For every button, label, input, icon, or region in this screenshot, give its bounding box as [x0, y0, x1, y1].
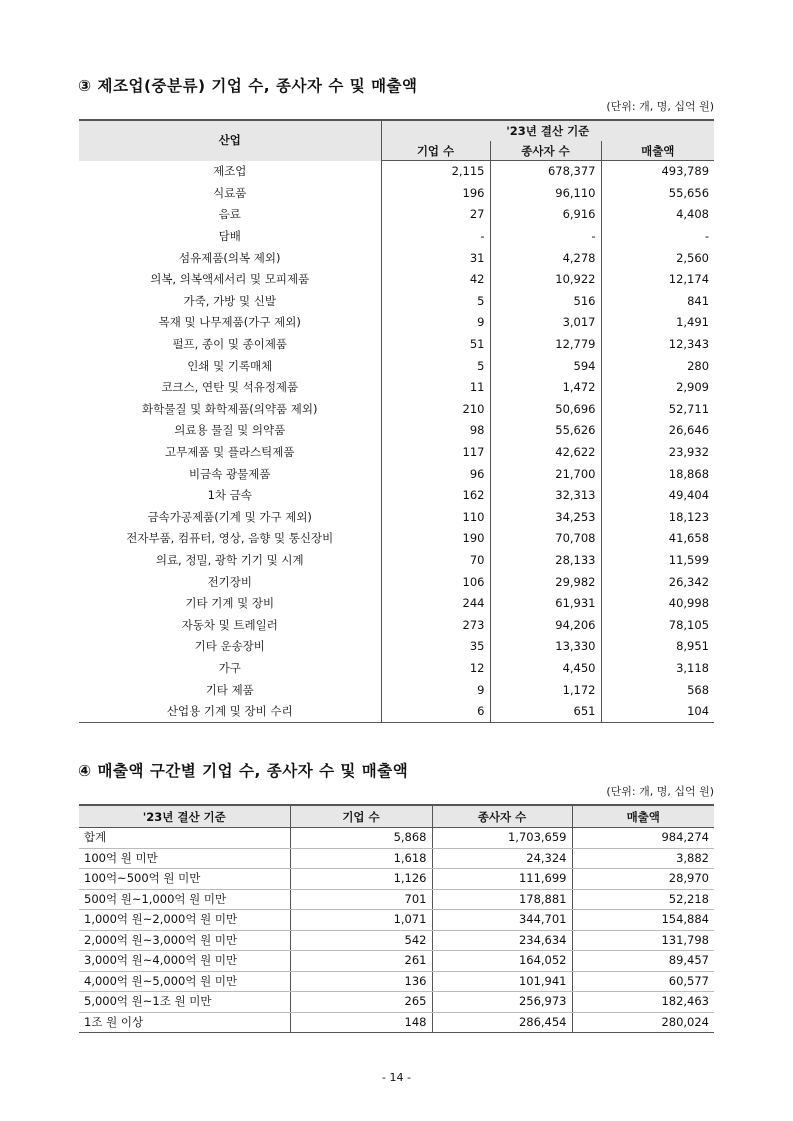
cell-firms: 190: [381, 528, 490, 550]
cell-firms: 701: [290, 889, 432, 910]
cell-workers: 256,973: [432, 992, 572, 1013]
table-row: [79, 204, 714, 226]
cell-sales: 26,646: [601, 420, 714, 442]
cell-sales: 41,658: [601, 528, 714, 550]
table-row: [79, 226, 714, 248]
table-row: [79, 247, 714, 269]
cell-firms: 542: [290, 930, 432, 951]
cell-workers: 96,110: [490, 183, 601, 205]
header-firms: 기업 수: [290, 805, 432, 828]
table-row: [79, 334, 714, 356]
cell-workers: 651: [490, 701, 601, 723]
cell-workers: 94,206: [490, 614, 601, 636]
cell-workers: 1,172: [490, 679, 601, 701]
cell-firms: 31: [381, 247, 490, 269]
cell-sales: 841: [601, 291, 714, 313]
cell-sales: 4,408: [601, 204, 714, 226]
table-row: [79, 679, 714, 701]
header-sales: 매출액: [601, 141, 714, 161]
sales-range-table: [79, 804, 714, 1033]
cell-firms: 110: [381, 507, 490, 529]
cell-workers: 101,941: [432, 971, 572, 992]
row-label: 비금속 광물제품: [189, 466, 271, 481]
table-row: [79, 507, 714, 529]
row-label: 인쇄 및 기록매체: [187, 358, 273, 373]
cell-sales: 280: [601, 355, 714, 377]
cell-sales: 78,105: [601, 614, 714, 636]
cell-workers: 42,622: [490, 442, 601, 464]
table-row: [79, 550, 714, 572]
page-number: - 14 -: [382, 1071, 411, 1084]
cell-workers: 50,696: [490, 399, 601, 421]
row-label: 전자부품, 컴퓨터, 영상, 음향 및 통신장비: [126, 531, 334, 546]
table-row: [79, 910, 714, 931]
cell-firms: 1,126: [290, 869, 432, 890]
section4-title: ④ 매출액 구간별 기업 수, 종사자 수 및 매출액: [78, 762, 409, 780]
cell-firms: 5: [381, 291, 490, 313]
cell-sales: 154,884: [572, 910, 714, 931]
cell-workers: 1,472: [490, 377, 601, 399]
table-row: [79, 312, 714, 334]
table-row: [79, 701, 714, 723]
cell-sales: 26,342: [601, 571, 714, 593]
cell-firms: 70: [381, 550, 490, 572]
cell-workers: 344,701: [432, 910, 572, 931]
table-row: [79, 355, 714, 377]
cell-sales: 12,343: [601, 334, 714, 356]
cell-workers: 28,133: [490, 550, 601, 572]
cell-workers: 32,313: [490, 485, 601, 507]
cell-firms: 261: [290, 951, 432, 972]
cell-workers: 516: [490, 291, 601, 313]
table-row: [79, 614, 714, 636]
row-label: 고무제품 및 플라스틱제품: [164, 445, 295, 460]
cell-sales: 280,024: [572, 1012, 714, 1033]
cell-firms: -: [381, 226, 490, 248]
table-row: [79, 971, 714, 992]
cell-workers: 12,779: [490, 334, 601, 356]
manufacturing-table: [79, 119, 714, 723]
row-label: 5,000억 원~1조 원 미만: [79, 992, 290, 1013]
row-label: 식료품: [213, 185, 247, 200]
row-label: 금속가공제품(기계 및 가구 제외): [147, 509, 312, 524]
row-label: 자동차 및 트레일러: [181, 617, 278, 632]
table-row: [79, 889, 714, 910]
row-label: 1차 금속: [207, 488, 252, 503]
cell-firms: 98: [381, 420, 490, 442]
cell-workers: 29,982: [490, 571, 601, 593]
table-row: [79, 485, 714, 507]
cell-firms: 12: [381, 658, 490, 680]
cell-sales: 55,656: [601, 183, 714, 205]
cell-sales: 18,868: [601, 463, 714, 485]
cell-sales: 23,932: [601, 442, 714, 464]
table-row: [79, 161, 714, 183]
row-label: 가죽, 가방 및 신발: [183, 293, 276, 308]
cell-sales: 2,560: [601, 247, 714, 269]
cell-firms: 6: [381, 701, 490, 723]
row-label: 2,000억 원~3,000억 원 미만: [79, 930, 290, 951]
cell-workers: 24,324: [432, 848, 572, 869]
cell-firms: 5: [381, 355, 490, 377]
row-label: 합계: [79, 828, 290, 849]
cell-workers: 34,253: [490, 507, 601, 529]
cell-firms: 210: [381, 399, 490, 421]
cell-firms: 136: [290, 971, 432, 992]
cell-workers: 178,881: [432, 889, 572, 910]
cell-firms: 2,115: [381, 161, 490, 183]
cell-sales: 18,123: [601, 507, 714, 529]
cell-workers: 1,703,659: [432, 828, 572, 849]
cell-firms: 244: [381, 593, 490, 615]
cell-workers: 234,634: [432, 930, 572, 951]
row-label: 전기장비: [207, 574, 252, 589]
header-firms: 기업 수: [381, 141, 490, 161]
cell-sales: 8,951: [601, 636, 714, 658]
row-label: 500억 원~1,000억 원 미만: [79, 889, 290, 910]
cell-firms: 1,618: [290, 848, 432, 869]
cell-workers: 70,708: [490, 528, 601, 550]
table-row: [79, 291, 714, 313]
row-label: 기타 기계 및 장비: [185, 596, 275, 611]
cell-sales: 49,404: [601, 485, 714, 507]
row-label: 산업용 기계 및 장비 수리: [166, 704, 293, 719]
row-label: 코크스, 연탄 및 석유정제품: [161, 380, 299, 395]
table-row: [79, 420, 714, 442]
cell-sales: 11,599: [601, 550, 714, 572]
cell-workers: 21,700: [490, 463, 601, 485]
table-row: [79, 1012, 714, 1033]
cell-firms: 27: [381, 204, 490, 226]
cell-firms: 106: [381, 571, 490, 593]
cell-firms: 196: [381, 183, 490, 205]
cell-workers: 678,377: [490, 161, 601, 183]
cell-workers: 55,626: [490, 420, 601, 442]
cell-workers: -: [490, 226, 601, 248]
section3-title: ③ 제조업(중분류) 기업 수, 종사자 수 및 매출액: [78, 77, 418, 95]
table-row: [79, 377, 714, 399]
section4-unit: (단위: 개, 명, 십억 원): [606, 785, 714, 798]
cell-sales: -: [601, 226, 714, 248]
cell-firms: 9: [381, 312, 490, 334]
row-label: 3,000억 원~4,000억 원 미만: [79, 951, 290, 972]
row-label: 기타 운송장비: [194, 639, 265, 654]
cell-sales: 568: [601, 679, 714, 701]
cell-workers: 286,454: [432, 1012, 572, 1033]
cell-sales: 493,789: [601, 161, 714, 183]
cell-workers: 6,916: [490, 204, 601, 226]
table-row: [79, 442, 714, 464]
cell-sales: 1,491: [601, 312, 714, 334]
section3-unit: (단위: 개, 명, 십억 원): [606, 100, 714, 113]
cell-firms: 51: [381, 334, 490, 356]
table-row: [79, 992, 714, 1013]
cell-workers: 4,278: [490, 247, 601, 269]
cell-workers: 594: [490, 355, 601, 377]
cell-sales: 984,274: [572, 828, 714, 849]
table-row: [79, 528, 714, 550]
cell-sales: 3,118: [601, 658, 714, 680]
cell-sales: 3,882: [572, 848, 714, 869]
table-row: [79, 658, 714, 680]
cell-workers: 3,017: [490, 312, 601, 334]
table-row: [79, 869, 714, 890]
cell-firms: 273: [381, 614, 490, 636]
row-label: 펄프, 종이 및 종이제품: [172, 337, 288, 352]
cell-sales: 89,457: [572, 951, 714, 972]
row-label: 4,000억 원~5,000억 원 미만: [79, 971, 290, 992]
header-group: '23년 결산 기준: [381, 120, 714, 141]
header-workers: 종사자 수: [432, 805, 572, 828]
row-label: 음료: [218, 207, 241, 222]
row-label: 100억 원 미만: [79, 848, 290, 869]
row-label: 목재 및 나무제품(가구 제외): [158, 315, 301, 330]
cell-sales: 12,174: [601, 269, 714, 291]
row-label: 기타 제품: [205, 682, 254, 697]
cell-workers: 61,931: [490, 593, 601, 615]
table-row: [79, 399, 714, 421]
table-row: [79, 571, 714, 593]
row-label: 1,000억 원~2,000억 원 미만: [79, 910, 290, 931]
header-industry: 산업: [79, 120, 381, 161]
table-row: [79, 269, 714, 291]
cell-sales: 52,711: [601, 399, 714, 421]
table-row: [79, 593, 714, 615]
cell-workers: 13,330: [490, 636, 601, 658]
row-label: 담배: [218, 229, 241, 244]
cell-sales: 52,218: [572, 889, 714, 910]
row-label: 화학물질 및 화학제품(의약품 제외): [142, 401, 318, 416]
row-label: 의료용 물질 및 의약품: [174, 423, 286, 438]
cell-firms: 265: [290, 992, 432, 1013]
cell-sales: 28,970: [572, 869, 714, 890]
table-row: [79, 636, 714, 658]
header-workers: 종사자 수: [490, 141, 601, 161]
cell-firms: 162: [381, 485, 490, 507]
table-row: [79, 828, 714, 849]
table-row: [79, 183, 714, 205]
cell-firms: 5,868: [290, 828, 432, 849]
row-label: 섬유제품(의복 제외): [179, 250, 281, 265]
row-label: 100억~500억 원 미만: [79, 869, 290, 890]
cell-workers: 10,922: [490, 269, 601, 291]
header-range: '23년 결산 기준: [79, 805, 290, 828]
cell-firms: 96: [381, 463, 490, 485]
cell-workers: 4,450: [490, 658, 601, 680]
cell-workers: 164,052: [432, 951, 572, 972]
cell-sales: 40,998: [601, 593, 714, 615]
cell-sales: 182,463: [572, 992, 714, 1013]
row-label: 1조 원 이상: [84, 1014, 144, 1029]
cell-sales: 60,577: [572, 971, 714, 992]
cell-firms: 148: [290, 1012, 432, 1033]
cell-sales: 2,909: [601, 377, 714, 399]
cell-firms: 42: [381, 269, 490, 291]
table-row: [79, 951, 714, 972]
cell-firms: 1,071: [290, 910, 432, 931]
row-label: 가구: [218, 660, 241, 675]
header-sales: 매출액: [572, 805, 714, 828]
cell-firms: 35: [381, 636, 490, 658]
cell-firms: 11: [381, 377, 490, 399]
table-row: [79, 463, 714, 485]
cell-sales: 104: [601, 701, 714, 723]
row-label: 의복, 의복액세서리 및 모피제품: [150, 272, 310, 287]
cell-firms: 117: [381, 442, 490, 464]
cell-firms: 9: [381, 679, 490, 701]
row-label: 제조업: [213, 164, 247, 179]
row-label: 의료, 정밀, 광학 기기 및 시계: [155, 552, 304, 567]
cell-workers: 111,699: [432, 869, 572, 890]
cell-sales: 131,798: [572, 930, 714, 951]
table-row: [79, 848, 714, 869]
table-row: [79, 930, 714, 951]
